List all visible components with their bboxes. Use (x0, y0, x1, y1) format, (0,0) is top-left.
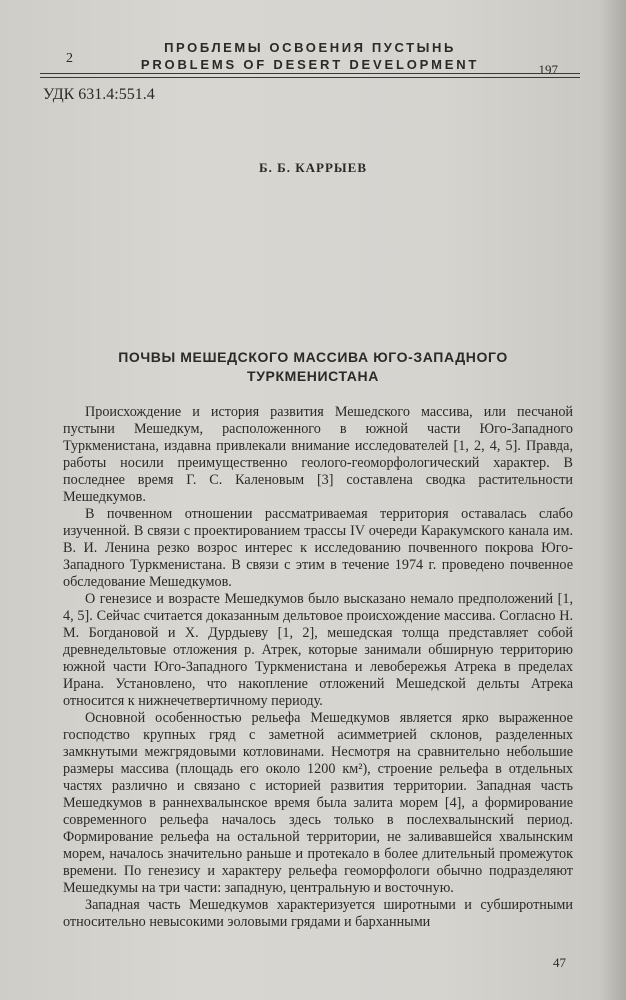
paragraph: Происхождение и история развития Мешедского массива, или песчаной пустыни Мешедкум, расположенного в южной части Юго-Западного Туркменистана, издавна привлекали внимание исследователей [1, 2, 4, 5]. Правда, работы носили преимущественно геолого-геоморфологический характер. В последнее время Г. С. Каленовым [3] составлена сводка растительности Мешедкумов. (63, 404, 573, 505)
article-title (60, 348, 566, 386)
header-rule-thick (40, 73, 580, 74)
paragraph: В почвенном отношении рассматриваемая территория оставалась слабо изученной. В связи с проектированием трассы IV очереди Каракумского канала им. В. И. Ленина резко возрос интерес к исследованию почвенного покрова Юго-Западного Туркменистана. В связи с этим в течение 1974 г. проведено почвенное обследование Мешедкумов. (63, 506, 573, 590)
author-name: Б. Б. КАРРЫЕВ (259, 160, 367, 175)
running-header (40, 40, 580, 88)
header-rule-thin (40, 77, 580, 78)
journal-number: 2 (66, 51, 73, 66)
volume-number: 197 (538, 62, 558, 77)
paragraph: О генезисе и возрасте Мешедкумов было высказано немало предположений [1, 4, 5]. Сейчас считается доказанным дельтовое происхождение массива. Согласно Н. М. Богдановой и Х. Дурдыеву [1, 2], мешедская толща представляет собой древнедельтовые отложения р. Атрек, которые занимали обширную территорию южной части Юго-Западного Туркменистана и левобережья Атрека в пределах Ирана. Установлено, что накопление отложений Мешедской дельты Атрека относится к нижнечетвертичному периоду. (63, 591, 573, 709)
journal-title-en: PROBLEMS OF DESERT DEVELOPMENT (140, 57, 480, 72)
paragraph: Основной особенностью рельефа Мешедкумов является ярко выраженное господство крупных гряд с заметной асимметрией склонов, разделенных замкнутыми межгрядовыми котловинами. Несмотря на сравнительно небольшие размеры массива (площадь его около 1200 км²), строение рельефа в отдельных частях различно и связано с историей развития территории. Западная часть Мешедкумов в раннехвалынское время была залита морем [4], а формирование современного рельефа началось здесь только в послехвалынский период. Формирование рельефа на остальной территории, не заливавшейся хвалынским морем, началось значительно раньше и протекало в более длительный промежуток времени. По генезису и характеру рельефа геоморфологи обычно подразделяют Мешедкумы на три части: западную, центральную и восточную. (63, 710, 573, 896)
article-body (63, 404, 573, 931)
page-edge-shadow (600, 0, 626, 1000)
journal-title-ru: ПРОБЛЕМЫ ОСВОЕНИЯ ПУСТЫНЬ (164, 40, 456, 55)
paragraph: Западная часть Мешедкумов характеризуется широтными и субширотными относительно невысокими эоловыми грядами и барханными (63, 897, 573, 930)
udc-code: УДК 631.4:551.4 (43, 86, 155, 103)
page-number: 47 (553, 955, 566, 970)
title-line: ПОЧВЫ МЕШЕДСКОГО МАССИВА ЮГО-ЗАПАДНОГО (118, 349, 508, 365)
title-line: ТУРКМЕНИСТАНА (247, 368, 379, 384)
